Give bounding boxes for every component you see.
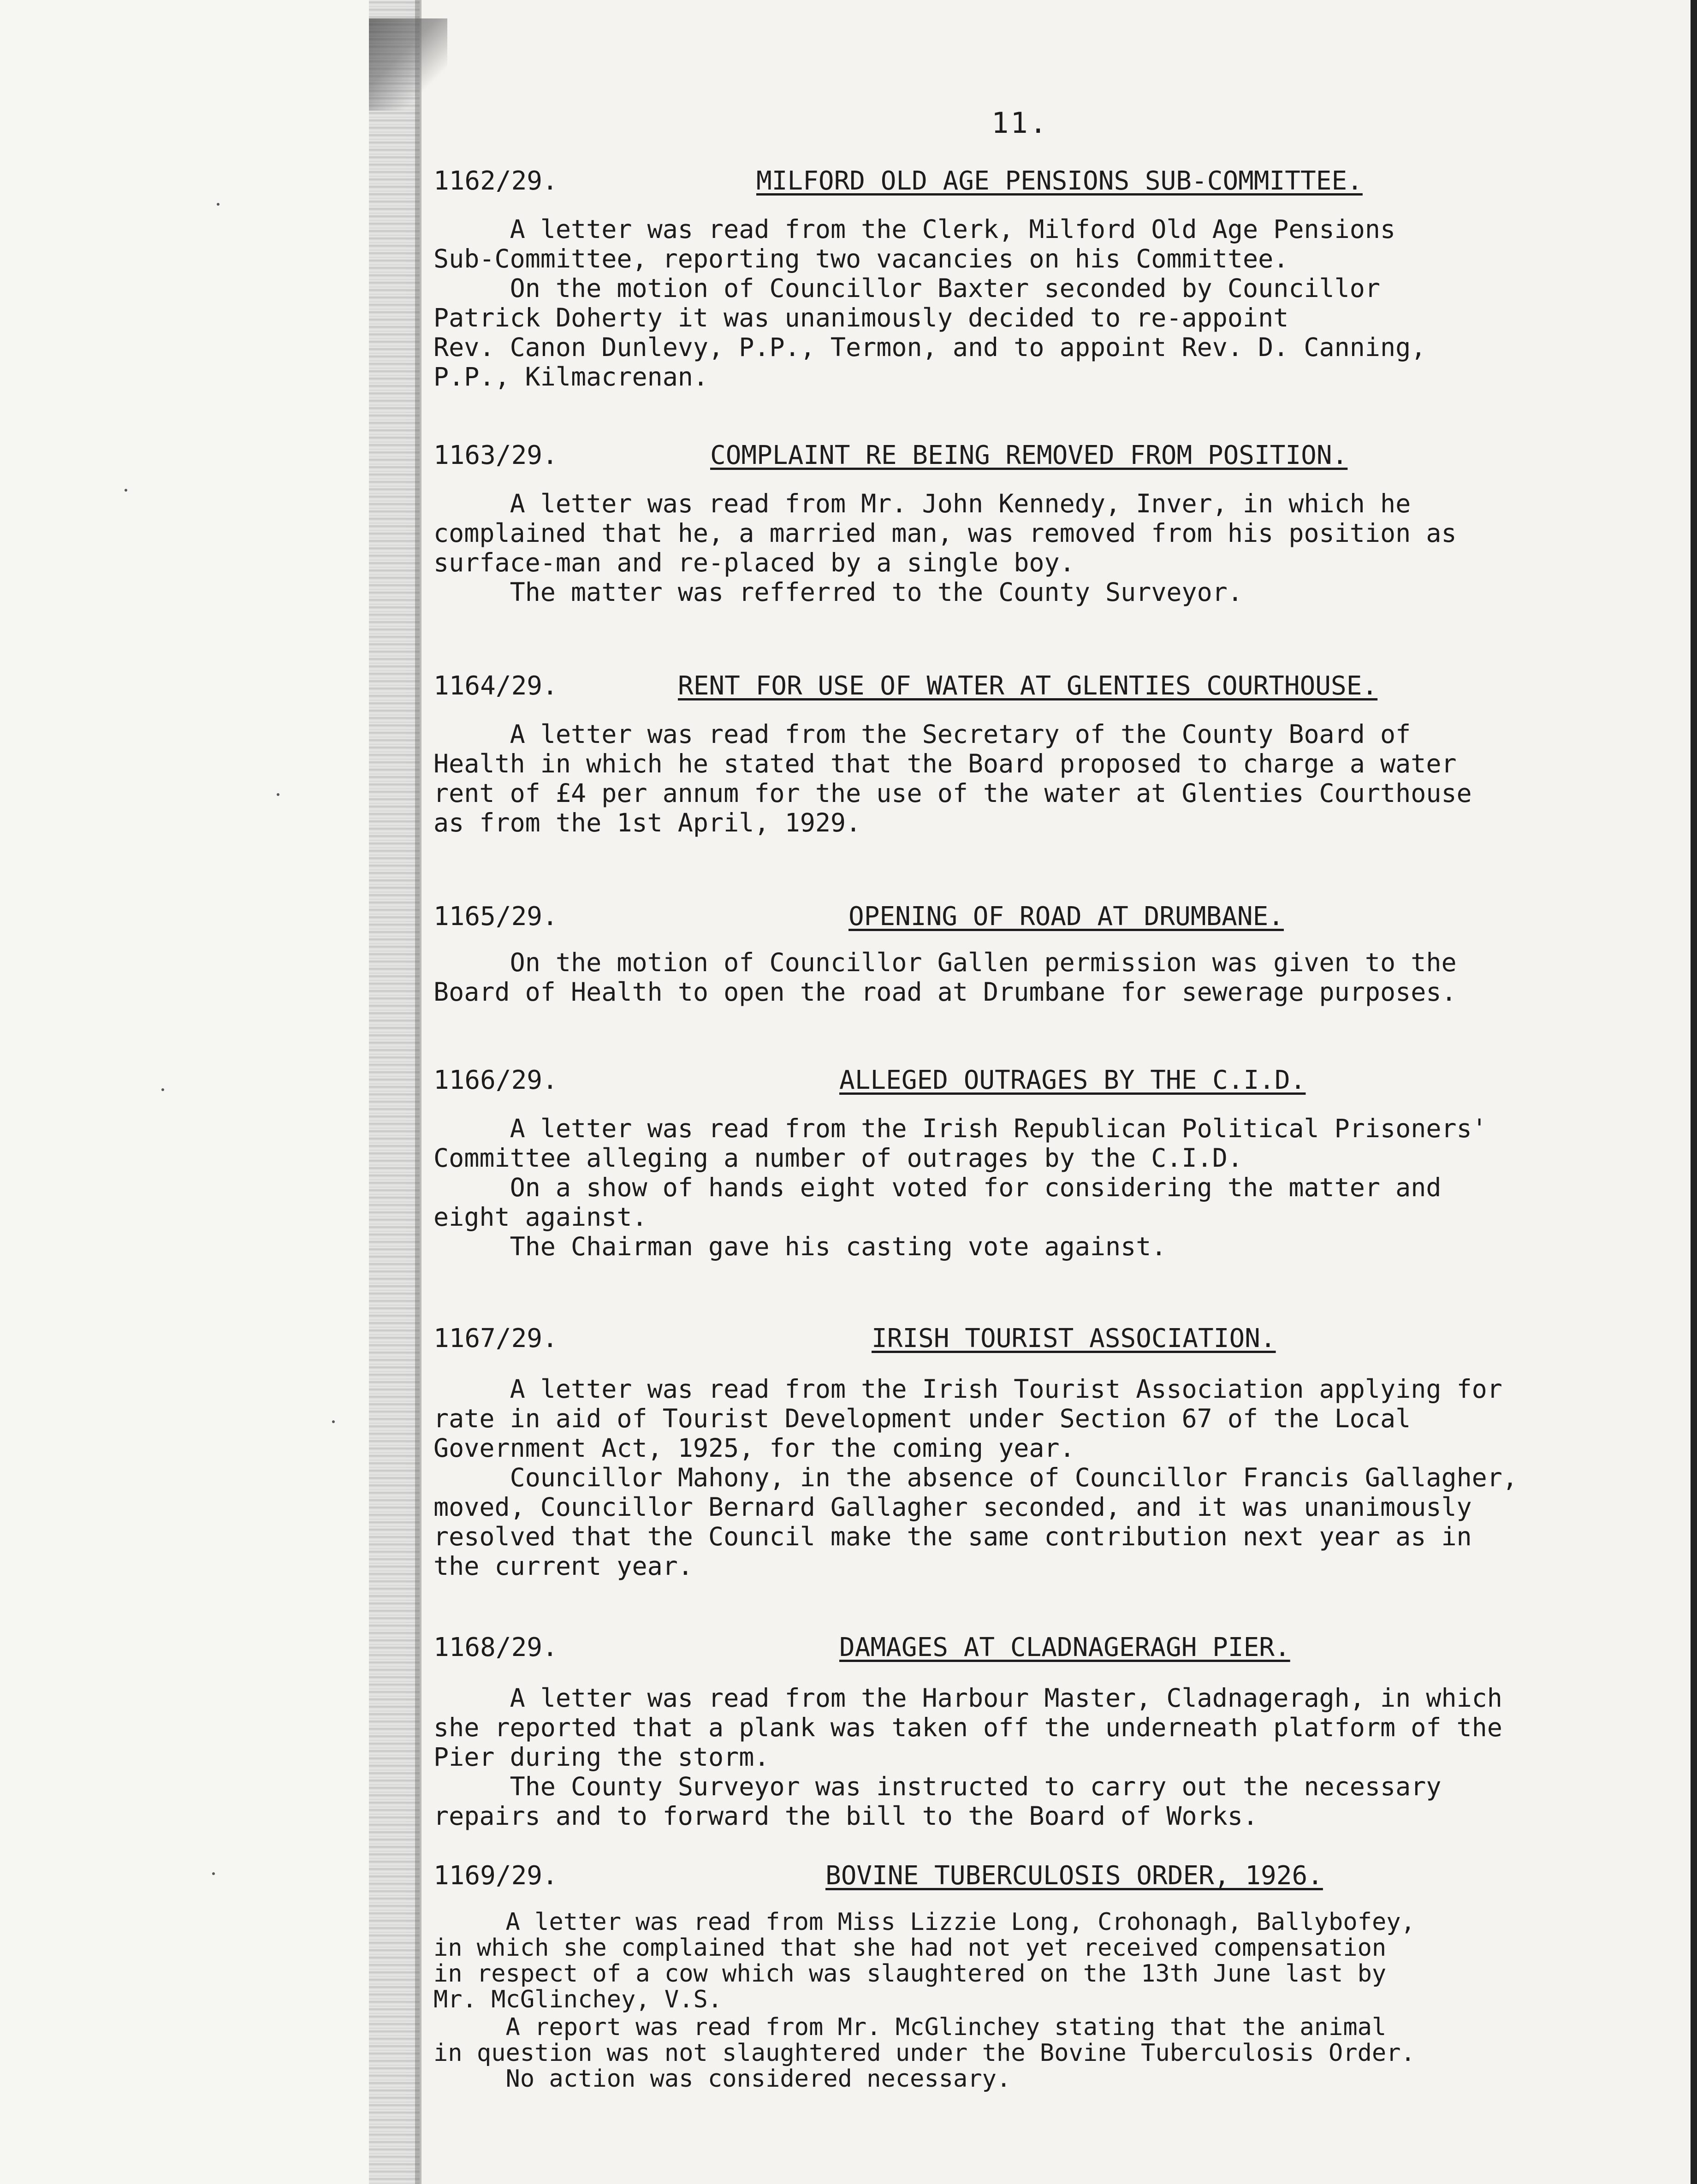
minute-number: 1163/29.: [433, 440, 558, 470]
corner-fold: [369, 18, 447, 111]
minute-paragraph: On a show of hands eight voted for considering the matter and eight against.: [433, 1173, 1442, 1232]
minute-paragraph: Councillor Mahony, in the absence of Councillor Francis Gallagher, moved, Councillor Bernard Gallagher seconded, and it was unanimously resolved that the Council make the same contribution next year as in the current year.: [433, 1463, 1518, 1581]
minute-number: 1164/29.: [433, 671, 558, 701]
minute-paragraph: A letter was read from Mr. John Kennedy, Inver, in which he complained that he, a married man, was removed from his position as surface-man and re-placed by a single boy.: [433, 489, 1457, 577]
minute-paragraph: A letter was read from the Irish Tourist Association applying for rate in aid of Tourist Development under Section 67 of the Local Government Act, 1925, for the coming year.: [433, 1374, 1502, 1463]
minute-paragraph: A letter was read from Miss Lizzie Long, Crohonagh, Ballybofey, in which she complained that she had not yet received compensation in respect of a cow which was slaughtered on the 13th June last by Mr. McGlinchey, V.S.: [433, 1908, 1415, 2013]
minute-heading: RENT FOR USE OF WATER AT GLENTIES COURTHOUSE.: [678, 671, 1378, 701]
minute-heading: MILFORD OLD AGE PENSIONS SUB-COMMITTEE.: [756, 166, 1363, 196]
minute-number: 1166/29.: [433, 1065, 558, 1095]
minute-paragraph: A letter was read from the Harbour Master, Cladnageragh, in which she reported that a plank was taken off the underneath platform of the Pier during the storm.: [433, 1683, 1502, 1772]
margin-speck: [217, 203, 220, 206]
margin-speck: [125, 489, 127, 492]
minute-heading: OPENING OF ROAD AT DRUMBANE.: [848, 902, 1284, 932]
minute-paragraph: The County Surveyor was instructed to carry out the necessary repairs and to forward the bill to the Board of Works.: [433, 1772, 1442, 1831]
margin-speck: [332, 1420, 335, 1423]
margin-speck: [161, 1088, 164, 1091]
page-number: 11.: [991, 106, 1049, 140]
minute-paragraph: The Chairman gave his casting vote against.: [433, 1232, 1167, 1261]
binding-strip: [369, 0, 420, 2184]
minute-paragraph: On the motion of Councillor Gallen permission was given to the Board of Health to open the road at Drumbane for sewerage purposes.: [433, 948, 1457, 1007]
minute-heading: DAMAGES AT CLADNAGERAGH PIER.: [839, 1632, 1290, 1662]
minute-paragraph: The matter was refferred to the County Surveyor.: [433, 577, 1243, 607]
minute-paragraph: A letter was read from the Irish Republican Political Prisoners' Committee alleging a number of outrages by the C.I.D.: [433, 1114, 1487, 1173]
minute-number: 1167/29.: [433, 1323, 558, 1353]
minute-number: 1168/29.: [433, 1632, 558, 1662]
minute-heading: IRISH TOURIST ASSOCIATION.: [872, 1323, 1276, 1353]
left-margin: [0, 0, 406, 2184]
minute-heading: COMPLAINT RE BEING REMOVED FROM POSITION.: [710, 440, 1348, 470]
minute-paragraph: No action was considered necessary.: [433, 2065, 1011, 2093]
minute-number: 1169/29.: [433, 1861, 558, 1891]
margin-speck: [212, 1872, 215, 1875]
binding-edge: [415, 0, 421, 2184]
minute-heading: ALLEGED OUTRAGES BY THE C.I.D.: [839, 1065, 1306, 1095]
margin-speck: [277, 793, 279, 796]
minute-paragraph: A letter was read from the Secretary of the County Board of Health in which he stated that the Board proposed to charge a water rent of £4 per annum for the use of the water at Glenties Courthouse as from the 1st April, 1929.: [433, 719, 1472, 837]
right-page-edge: [1691, 0, 1697, 2184]
minute-paragraph: A letter was read from the Clerk, Milford Old Age Pensions Sub-Committee, reporting two vacancies on his Committee.: [433, 214, 1396, 273]
minute-paragraph: On the motion of Councillor Baxter seconded by Councillor Patrick Doherty it was unanimously decided to re-appoint Rev. Canon Dunlevy, P.P., Termon, and to appoint Rev. D. Canning, P.P., Kilmacrenan.: [433, 273, 1426, 392]
minute-heading: BOVINE TUBERCULOSIS ORDER, 1926.: [825, 1861, 1323, 1891]
minute-number: 1162/29.: [433, 166, 558, 196]
minute-paragraph: A report was read from Mr. McGlinchey stating that the animal in question was not slaughtered under the Bovine Tuberculosis Order.: [433, 2013, 1415, 2067]
minute-number: 1165/29.: [433, 902, 558, 932]
